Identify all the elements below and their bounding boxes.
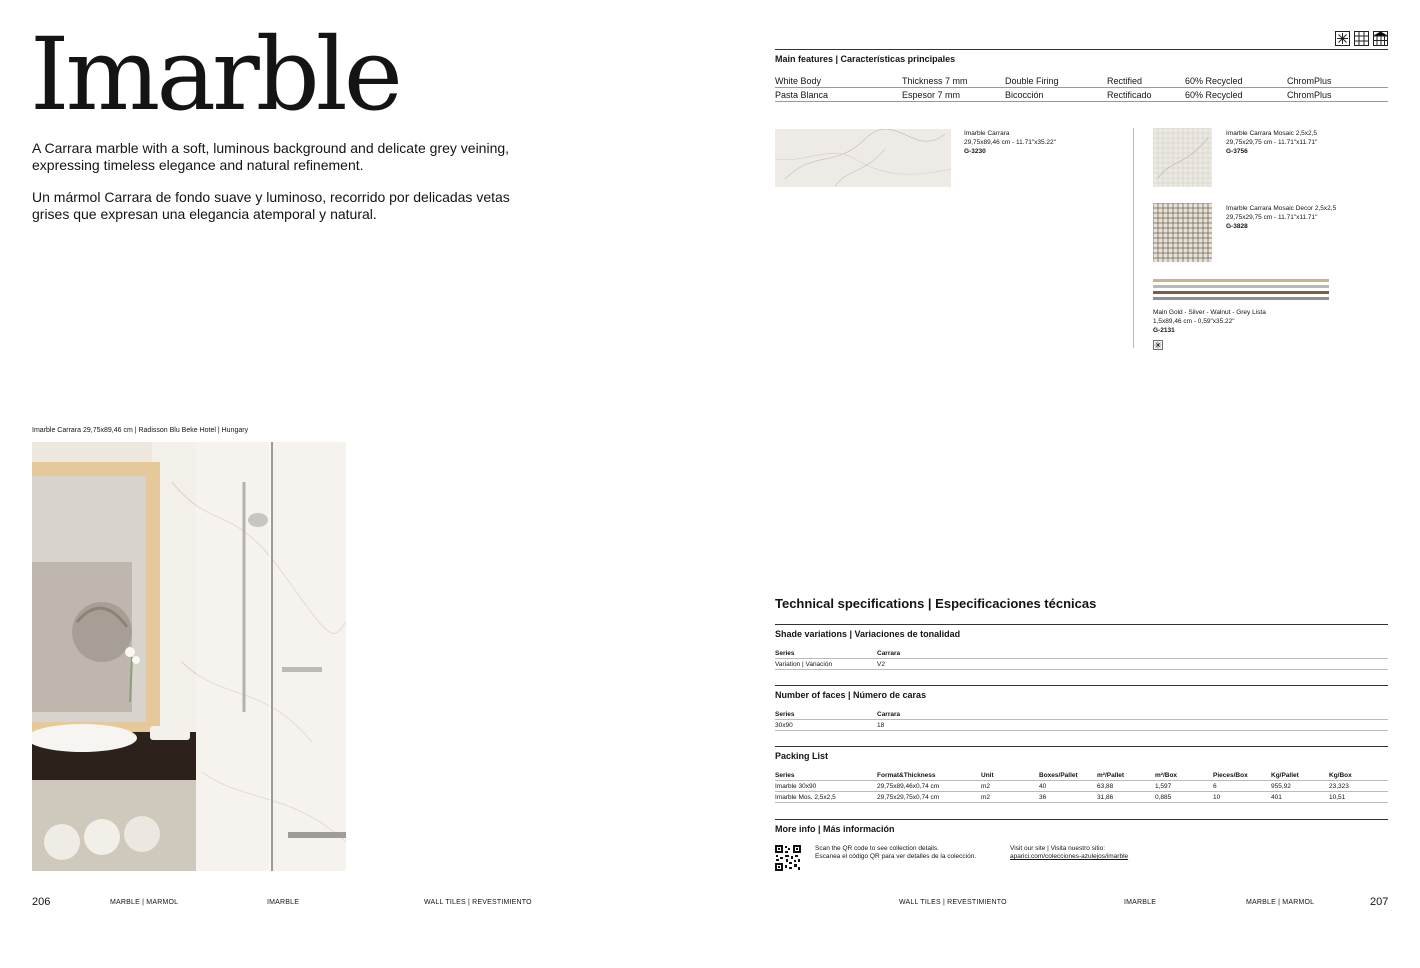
footer-type-right: WALL TILES | REVESTIMIENTO <box>899 899 1007 906</box>
collection-title: Imarble <box>30 16 399 133</box>
page-number-right: 207 <box>1370 896 1389 908</box>
page-number-left: 206 <box>32 896 51 908</box>
table-header-cell: m²/Box <box>1155 772 1178 779</box>
listel-gold <box>1153 279 1329 282</box>
qr-instruction-english: Scan the QR code to see collection details. <box>815 845 939 852</box>
table-cell: 10 <box>1213 794 1221 801</box>
bathroom-photo <box>32 442 346 871</box>
table-cell: 30x90 <box>775 722 793 729</box>
table-cell: 63,88 <box>1097 783 1114 790</box>
footer-type-left: WALL TILES | REVESTIMIENTO <box>424 899 532 906</box>
table-cell: 955,92 <box>1271 783 1291 790</box>
grid-tile-icon <box>1354 31 1369 46</box>
table-row <box>775 720 1388 731</box>
product-code: G-3230 <box>964 148 986 155</box>
product-size: 29,75x29,75 cm - 11.71"x11.71" <box>1226 214 1318 221</box>
product-name: Main Gold - Silver - Walnut - Grey Lista <box>1153 309 1266 316</box>
table-cell: 31,86 <box>1097 794 1114 801</box>
table-cell: 29,75x29,75x0,74 cm <box>877 794 940 801</box>
feature-chromplus: ChromPlus <box>1287 76 1332 86</box>
photo-caption: Imarble Carrara 29,75x89,46 cm | Radisson Blu Beke Hotel | Hungary <box>32 427 249 434</box>
footer-category-left: MARBLE | MARMOL <box>110 899 179 906</box>
table-header <box>775 648 1388 659</box>
tile-swatch-carrara <box>775 129 951 187</box>
table-cell: 6 <box>1213 783 1217 790</box>
product-info-carrara <box>964 129 1056 156</box>
table-row <box>775 781 1388 792</box>
tile-swatch-mosaic-decor <box>1153 203 1212 262</box>
product-divider <box>1133 128 1134 348</box>
table-cell: 401 <box>1271 794 1282 801</box>
table-header-cell: Boxes/Pallet <box>1039 772 1078 779</box>
footer-series-right: IMARBLE <box>1124 899 1157 906</box>
table-header-cell: Series <box>775 711 795 718</box>
product-name: Imarble Carrara Mosaic 2,5x2,5 <box>1226 130 1318 137</box>
table-cell: m2 <box>981 794 991 801</box>
table-header-cell: m²/Pallet <box>1097 772 1125 779</box>
table-cell: Imarble Mos. 2,5x2,5 <box>775 794 836 801</box>
more-info-heading: More info | Más información <box>775 819 1388 834</box>
table-header-cell: Kg/Pallet <box>1271 772 1299 779</box>
table-header-cell: Format&Thickness <box>877 772 936 779</box>
technical-specifications-title: Technical specifications | Especificaciones técnicas <box>775 596 1097 611</box>
product-size: 1,5x89,46 cm - 0,59"x35.22" <box>1153 318 1235 325</box>
number-of-faces-heading: Number of faces | Número de caras <box>775 685 1388 700</box>
product-code: G-3828 <box>1226 223 1248 230</box>
table-cell: m2 <box>981 783 991 790</box>
table-header-cell: Series <box>775 772 795 779</box>
listel-grey <box>1153 297 1329 300</box>
feature-firing: Double Firing <box>1005 76 1059 86</box>
listel-swatches <box>1153 278 1329 302</box>
wall-tile-icon <box>1373 31 1388 46</box>
listel-walnut <box>1153 291 1329 294</box>
snowflake-frost-icon <box>1153 337 1163 347</box>
features-row-spanish <box>775 88 1388 102</box>
feature-rectified-es: Rectificado <box>1107 90 1152 100</box>
intro-english: A Carrara marble with a soft, luminous background and delicate grey veining, expressing timeless elegance and natural refinement. <box>32 140 510 173</box>
table-header-cell: Unit <box>981 772 994 779</box>
tile-swatch-mosaic <box>1153 128 1212 187</box>
table-cell: 23,323 <box>1329 783 1349 790</box>
listel-silver <box>1153 285 1329 288</box>
packing-list-heading: Packing List <box>775 746 1388 761</box>
feature-rectified: Rectified <box>1107 76 1143 86</box>
product-size: 29,75x89,46 cm - 11.71"x35.22" <box>964 139 1056 146</box>
collection-website-link[interactable]: aparici.com/colecciones-azulejos/imarble <box>1010 853 1129 860</box>
table-header-cell: Kg/Box <box>1329 772 1352 779</box>
product-name: Imarble Carrara <box>964 130 1010 137</box>
intro-spanish: Un mármol Carrara de fondo suave y luminoso, recorrido por delicadas vetas grises que expresan una elegancia atemporal y natural. <box>32 189 510 222</box>
qr-code[interactable] <box>775 845 801 871</box>
feature-recycled-es: 60% Recycled <box>1185 90 1243 100</box>
feature-chromplus-es: ChromPlus <box>1287 90 1332 100</box>
table-cell: 1,597 <box>1155 783 1172 790</box>
feature-firing-es: Bicocción <box>1005 90 1044 100</box>
feature-thickness-es: Espesor 7 mm <box>902 90 961 100</box>
feature-thickness: Thickness 7 mm <box>902 76 968 86</box>
product-size: 29,75x29,75 cm - 11.71"x11.71" <box>1226 139 1318 146</box>
main-features-heading: Main features | Características principales <box>775 49 1388 64</box>
snowflake-frost-icon <box>1335 31 1350 46</box>
table-row <box>775 659 1388 670</box>
table-cell: Imarble 30x90 <box>775 783 817 790</box>
table-header-cell: Pieces/Box <box>1213 772 1248 779</box>
table-cell: 10,51 <box>1329 794 1346 801</box>
qr-instruction-spanish: Escanea el código QR para ver detalles de la colección. <box>815 853 977 860</box>
table-cell: 18 <box>877 722 885 729</box>
table-cell: 40 <box>1039 783 1047 790</box>
table-row <box>775 792 1388 803</box>
table-cell: 36 <box>1039 794 1047 801</box>
table-header-cell: Series <box>775 650 795 657</box>
qr-instructions <box>815 845 976 861</box>
property-icons <box>1335 31 1388 46</box>
product-info-mosaic <box>1226 129 1317 156</box>
table-cell: Variation | Variación <box>775 661 833 668</box>
table-header <box>775 709 1388 720</box>
table-header-cell: Carrara <box>877 650 901 657</box>
table-cell: 0,885 <box>1155 794 1172 801</box>
website-info <box>1010 845 1128 861</box>
table-cell: V2 <box>877 661 885 668</box>
table-cell: 29,75x89,46x0,74 cm <box>877 783 940 790</box>
feature-body: White Body <box>775 76 822 86</box>
shade-variations-heading: Shade variations | Variaciones de tonalidad <box>775 624 1388 639</box>
features-row-english <box>775 74 1388 88</box>
visit-site-label: Visit our site | Visita nuestro sitio: <box>1010 845 1106 852</box>
footer-category-right: MARBLE | MARMOL <box>1246 899 1315 906</box>
product-code: G-3756 <box>1226 148 1248 155</box>
table-header-cell: Carrara <box>877 711 901 718</box>
feature-recycled: 60% Recycled <box>1185 76 1243 86</box>
product-info-listel <box>1153 308 1266 335</box>
product-info-mosaic-decor <box>1226 204 1336 231</box>
packing-table-header <box>775 770 1388 781</box>
product-name: Imarble Carrara Mosaic Decor 2,5x2,5 <box>1226 205 1337 212</box>
product-code: G-2131 <box>1153 327 1175 334</box>
feature-body-es: Pasta Blanca <box>775 90 829 100</box>
footer-series-left: IMARBLE <box>267 899 300 906</box>
